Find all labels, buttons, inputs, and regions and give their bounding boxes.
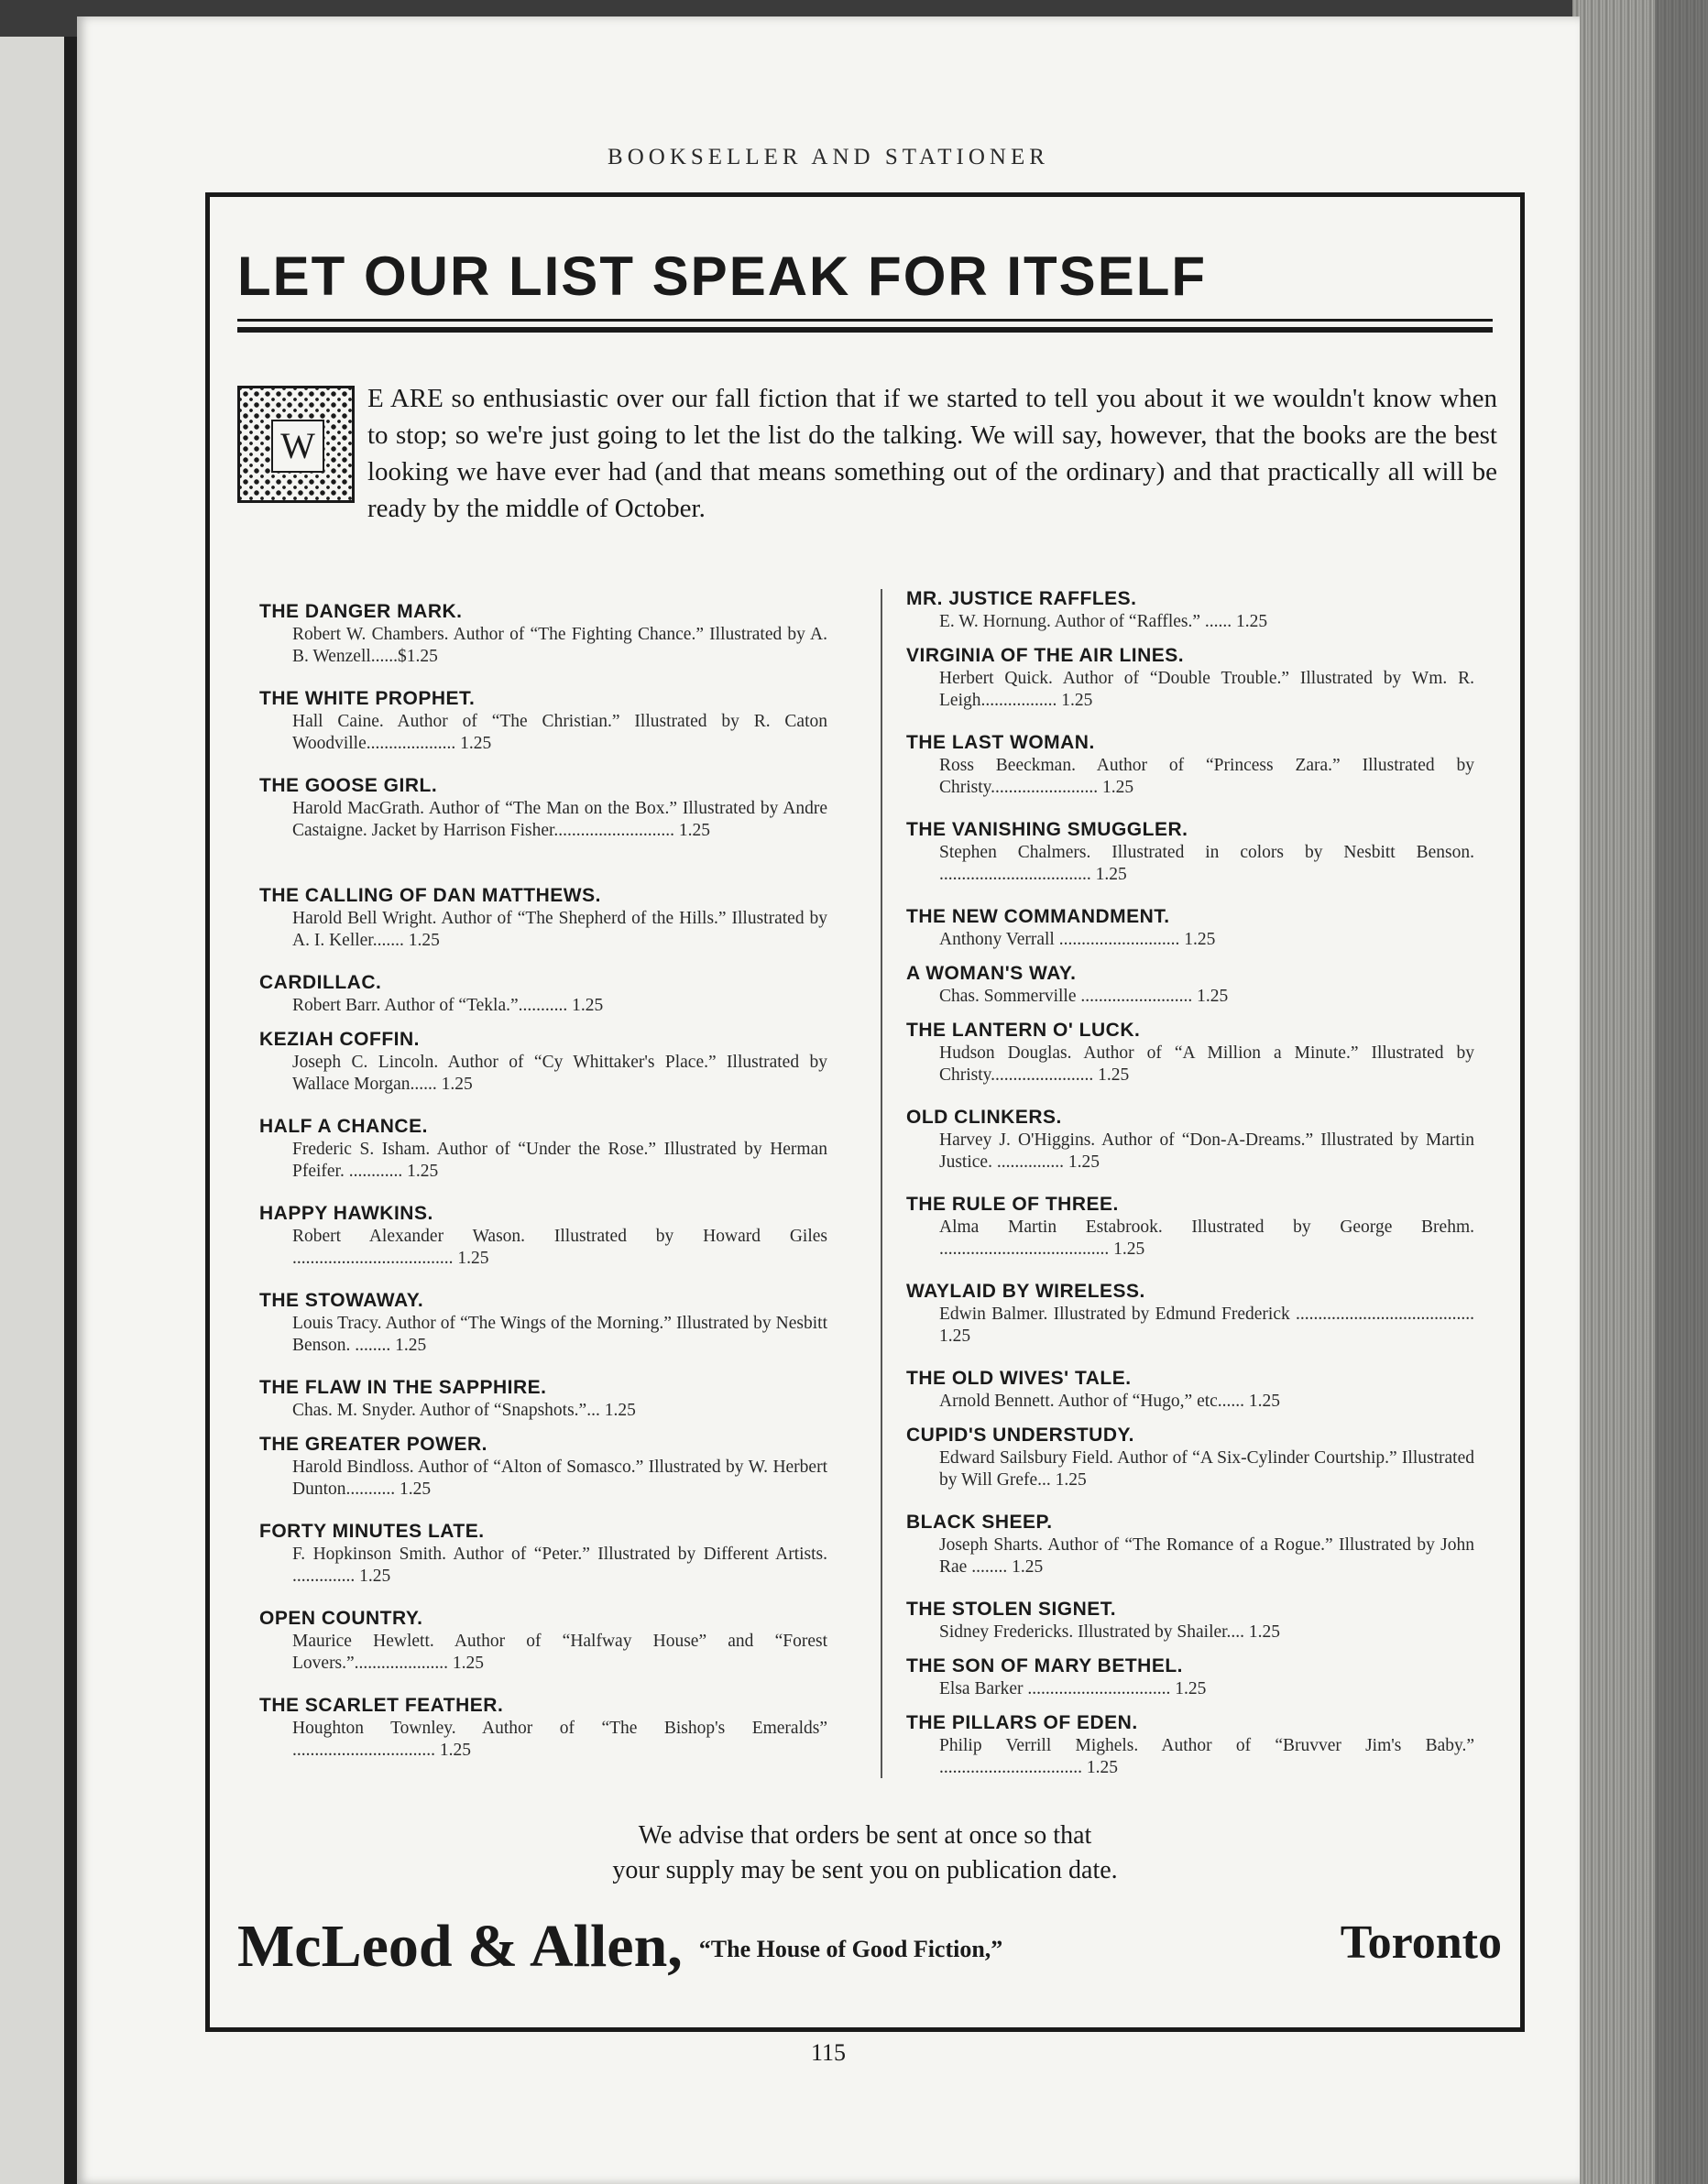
book-description: E. W. Hornung. Author of “Raffles.” ...... 1.25 [939, 612, 1268, 631]
book-description: Maurice Hewlett. Author of “Halfway House” and “Forest Lovers.”..................... 1.25 [292, 1632, 827, 1673]
book-title: THE VANISHING SMUGGLER. [906, 819, 1188, 840]
book-entry [259, 1028, 827, 1115]
book-description: Hudson Douglas. Author of “A Million a Minute.” Illustrated by Christy....................... 1.25 [939, 1043, 1474, 1085]
book-entry [259, 1202, 827, 1289]
book-entry [906, 587, 1474, 644]
book-title: THE DANGER MARK. [259, 601, 463, 622]
book-title: THE STOLEN SIGNET. [906, 1599, 1117, 1620]
book-title: THE SON OF MARY BETHEL. [906, 1655, 1184, 1676]
book-description: Robert Alexander Wason. Illustrated by Howard Giles .................................... 1.25 [292, 1227, 827, 1268]
book-description: Robert W. Chambers. Author of “The Fighting Chance.” Illustrated by A. B. Wenzell......$1.25 [292, 625, 827, 666]
book-entry [906, 1106, 1474, 1193]
book-title: VIRGINIA OF THE AIR LINES. [906, 645, 1185, 666]
book-title: THE GOOSE GIRL. [259, 775, 438, 796]
publisher-name: McLeod & Allen, [237, 1913, 683, 1980]
page-number: 115 [810, 2039, 847, 2066]
book-entry [906, 962, 1474, 1019]
book-title: THE CALLING OF DAN MATTHEWS. [259, 885, 601, 906]
book-description: Ross Beeckman. Author of “Princess Zara.” Illustrated by Christy........................ 1.25 [939, 756, 1474, 797]
book-description: Harold Bindloss. Author of “Alton of Somasco.” Illustrated by W. Herbert Dunton........... 1.25 [292, 1458, 827, 1499]
book-title: BLACK SHEEP. [906, 1512, 1053, 1533]
facing-page-edge [0, 37, 71, 2184]
advertisement-frame [205, 192, 1525, 2032]
book-title: THE SCARLET FEATHER. [259, 1695, 504, 1716]
book-title: OLD CLINKERS. [906, 1107, 1062, 1128]
book-entry [259, 1376, 827, 1433]
book-list-right-column [906, 587, 1474, 1798]
book-title: HALF A CHANCE. [259, 1116, 428, 1137]
book-entry [906, 1511, 1474, 1598]
book-entry [259, 687, 827, 774]
ornamental-dropcap [237, 386, 355, 503]
book-description: Hall Caine. Author of “The Christian.” Illustrated by R. Caton Woodville.................... 1.25 [292, 712, 827, 753]
book-description: Alma Martin Estabrook. Illustrated by George Brehm. ...................................... 1.25 [939, 1218, 1474, 1259]
closing-note [210, 1818, 1520, 1888]
book-description: Robert Barr. Author of “Tekla.”........... 1.25 [292, 996, 604, 1015]
book-gutter [64, 37, 77, 2184]
publisher-city: Toronto [1340, 1916, 1502, 1969]
book-title: CARDILLAC. [259, 972, 382, 993]
book-description: Chas. M. Snyder. Author of “Snapshots.”... 1.25 [292, 1401, 636, 1420]
intro-paragraph-block [237, 380, 1497, 527]
book-entry [259, 971, 827, 1028]
book-entry [259, 884, 827, 971]
book-entry [906, 1280, 1474, 1367]
book-title: THE LAST WOMAN. [906, 732, 1095, 753]
book-description: Joseph Sharts. Author of “The Romance of a Rogue.” Illustrated by John Rae ........ 1.25 [939, 1535, 1474, 1577]
book-title: THE RULE OF THREE. [906, 1194, 1119, 1215]
book-title: KEZIAH COFFIN. [259, 1029, 420, 1050]
book-entry [259, 1607, 827, 1694]
book-description: Sidney Fredericks. Illustrated by Shailer.... 1.25 [939, 1622, 1281, 1642]
book-title: THE OLD WIVES' TALE. [906, 1368, 1132, 1389]
book-description: Stephen Chalmers. Illustrated in colors by Nesbitt Benson. .................................. 1.25 [939, 843, 1474, 884]
book-entry [259, 1289, 827, 1376]
book-description: Harold Bell Wright. Author of “The Shepherd of the Hills.” Illustrated by A. I. Keller....... 1.25 [292, 909, 827, 950]
book-description: Louis Tracy. Author of “The Wings of the Morning.” Illustrated by Nesbitt Benson. ........ 1.25 [292, 1314, 827, 1355]
book-title: THE WHITE PROPHET. [259, 688, 476, 709]
book-description: Herbert Quick. Author of “Double Trouble.” Illustrated by Wm. R. Leigh................. 1.25 [939, 669, 1474, 710]
book-entry [906, 731, 1474, 818]
book-title: CUPID'S UNDERSTUDY. [906, 1425, 1135, 1446]
book-description: Anthony Verrall ........................... 1.25 [939, 930, 1216, 949]
book-title: THE PILLARS OF EDEN. [906, 1712, 1138, 1733]
book-title: OPEN COUNTRY. [259, 1608, 423, 1629]
publisher-footer [237, 1912, 1502, 1982]
book-title: MR. JUSTICE RAFFLES. [906, 588, 1137, 609]
book-entry [906, 818, 1474, 905]
book-description: Edward Sailsbury Field. Author of “A Six-Cylinder Courtship.” Illustrated by Will Grefe... 1.25 [939, 1448, 1474, 1490]
book-entry [906, 1019, 1474, 1106]
dropcap-letter: W [271, 420, 324, 473]
publisher-slogan: “The House of Good Fiction,” [698, 1936, 1003, 1962]
book-description: Arnold Bennett. Author of “Hugo,” etc...... 1.25 [939, 1392, 1281, 1411]
book-entry [906, 1598, 1474, 1654]
book-description: Edwin Balmer. Illustrated by Edmund Frederick ........................................ 1.25 [939, 1305, 1474, 1346]
page-stack-shadow [1655, 0, 1708, 2184]
book-description: F. Hopkinson Smith. Author of “Peter.” Illustrated by Different Artists. .............. 1.25 [292, 1545, 827, 1586]
intro-text: E ARE so enthusiastic over our fall fiction that if we started to tell you about it we wouldn't know when to stop; so we're just going to let the list do the talking. We will say, however, that the books are the best looking we have ever had (and that means something out of the ordinary) and that practically all will be ready by the middle of October. [367, 384, 1497, 523]
book-title: THE FLAW IN THE SAPPHIRE. [259, 1377, 547, 1398]
book-description: Joseph C. Lincoln. Author of “Cy Whittaker's Place.” Illustrated by Wallace Morgan...... 1.25 [292, 1053, 827, 1094]
book-entry [906, 1367, 1474, 1424]
book-description: Elsa Barker ................................ 1.25 [939, 1679, 1207, 1698]
book-entry [906, 1711, 1474, 1798]
book-title: THE NEW COMMANDMENT. [906, 906, 1170, 927]
book-entry [259, 1433, 827, 1520]
book-description: Houghton Townley. Author of “The Bishop's Emeralds” ................................ 1.25 [292, 1719, 827, 1760]
book-entry [906, 905, 1474, 962]
book-title: FORTY MINUTES LATE. [259, 1521, 485, 1542]
book-list-left-column [259, 600, 827, 1781]
book-entry [906, 1193, 1474, 1280]
book-entry [259, 774, 827, 884]
book-title: A WOMAN'S WAY. [906, 963, 1077, 984]
headline-rule-thick [237, 327, 1493, 333]
book-title: THE LANTERN O' LUCK. [906, 1020, 1141, 1041]
book-entry [906, 1424, 1474, 1511]
book-title: WAYLAID BY WIRELESS. [906, 1281, 1145, 1302]
book-description: Philip Verrill Mighels. Author of “Bruvver Jim's Baby.” ................................ 1.25 [939, 1736, 1474, 1777]
book-page [77, 16, 1580, 2184]
book-title: THE GREATER POWER. [259, 1434, 487, 1455]
book-entry [259, 1115, 827, 1202]
book-entry [259, 600, 827, 687]
column-divider [881, 589, 882, 1778]
book-description: Harvey J. O'Higgins. Author of “Don-A-Dreams.” Illustrated by Martin Justice. ............... 1.25 [939, 1130, 1474, 1172]
book-entry [259, 1520, 827, 1607]
closing-line-2: your supply may be sent you on publication date. [612, 1856, 1118, 1884]
book-description: Chas. Sommerville ......................... 1.25 [939, 987, 1229, 1006]
book-description: Frederic S. Isham. Author of “Under the Rose.” Illustrated by Herman Pfeifer. ............ 1.25 [292, 1140, 827, 1181]
book-entry [906, 644, 1474, 731]
book-title: HAPPY HAWKINS. [259, 1203, 433, 1224]
running-head: BOOKSELLER AND STATIONER [608, 145, 1049, 169]
closing-line-1: We advise that orders be sent at once so that [638, 1821, 1092, 1850]
book-title: THE STOWAWAY. [259, 1290, 424, 1311]
book-description: Harold MacGrath. Author of “The Man on the Box.” Illustrated by Andre Castaigne. Jacket by Harrison Fisher........................... 1.25 [292, 799, 827, 840]
headline: LET OUR LIST SPEAK FOR ITSELF [237, 246, 1208, 307]
headline-rule-thin [237, 319, 1493, 322]
book-entry [906, 1654, 1474, 1711]
book-entry [259, 1694, 827, 1781]
